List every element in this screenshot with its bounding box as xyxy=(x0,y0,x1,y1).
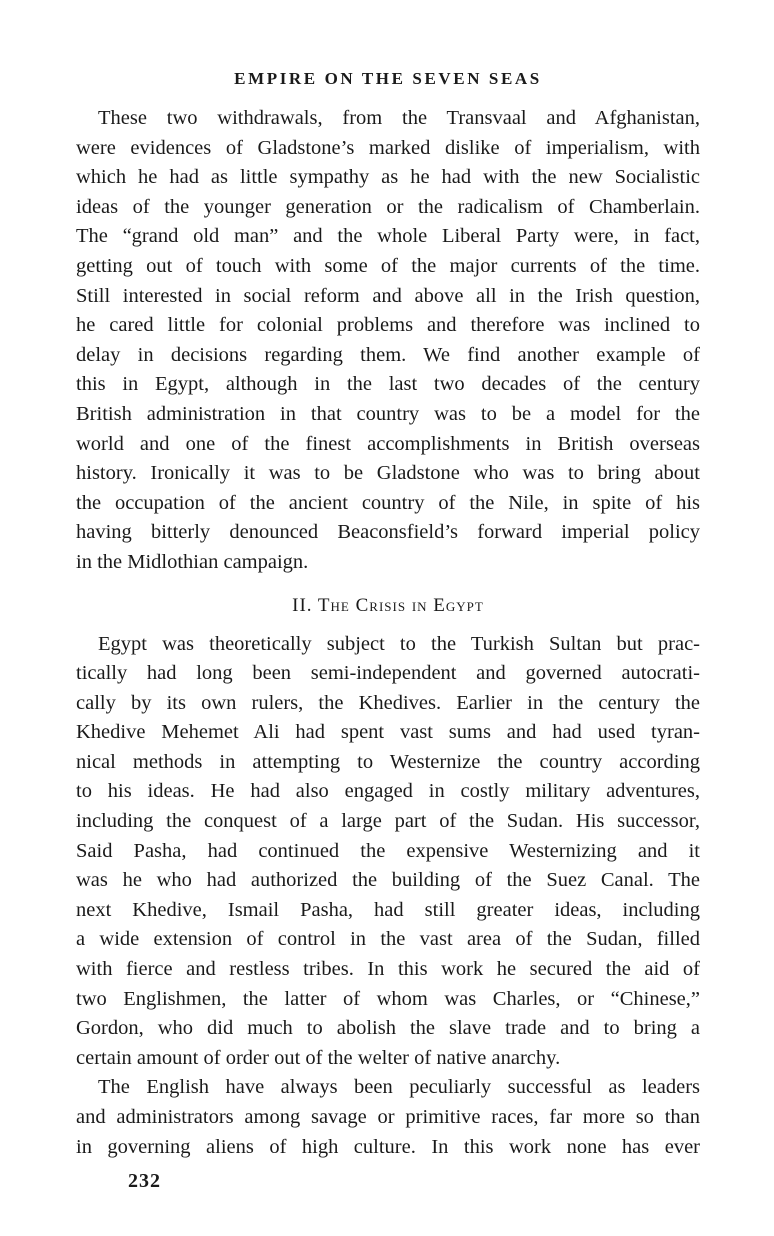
text-line: with fierce and restless tribes. In this work he secured the aid of xyxy=(76,958,700,981)
text-line: certain amount of order out of the welter of native anarchy. xyxy=(76,1046,561,1069)
text-line: The English have always been peculiarly successful as leaders xyxy=(98,1076,700,1099)
text-line: These two withdrawals, from the Transvaal and Afghanistan, xyxy=(98,107,700,129)
text-line: Gordon, who did much to abolish the slave trade and to bring a xyxy=(76,1017,700,1040)
text-line: getting out of touch with some of the major currents of the time. xyxy=(76,254,700,277)
text-line: a wide extension of control in the vast area of the Sudan, filled xyxy=(76,928,700,951)
text-line: history. Ironically it was to be Gladstone who was to bring about xyxy=(76,462,700,485)
text-line: nical methods in attempting to Westernize the country according xyxy=(76,750,700,773)
text-line: which he had as little sympathy as he had with the new Socialistic xyxy=(76,166,700,189)
text-line: this in Egypt, although in the last two decades of the century xyxy=(76,373,700,396)
text-line: in governing aliens of high culture. In this work none has ever xyxy=(76,1135,700,1158)
text-line: in the Midlothian campaign. xyxy=(76,550,309,573)
page-body xyxy=(76,66,700,1162)
text-line: ideas of the younger generation or the radicalism of Chamberlain. xyxy=(76,195,700,218)
running-head: EMPIRE ON THE SEVEN SEAS xyxy=(234,69,542,88)
text-line: were evidences of Gladstone’s marked dislike of imperialism, with xyxy=(76,136,700,159)
text-line: the occupation of the ancient country of the Nile, in spite of his xyxy=(76,491,700,514)
section-heading: II. The Crisis in Egypt xyxy=(292,594,484,616)
text-line: Khedive Mehemet Ali had spent vast sums and had used tyran- xyxy=(76,721,700,744)
paragraph-1 xyxy=(76,104,700,578)
text-line: and administrators among savage or primitive races, far more so than xyxy=(76,1106,700,1128)
text-line: was he who had authorized the building of the Suez Canal. The xyxy=(76,869,700,892)
text-line: to his ideas. He had also engaged in costly military adventures, xyxy=(76,780,700,803)
text-line: Still interested in social reform and above all in the Irish question, xyxy=(76,284,700,307)
page-number: 232 xyxy=(128,1170,161,1192)
text-line: tically had long been semi-independent and governed autocrati- xyxy=(76,662,700,685)
text-line: including the conquest of a large part of the Sudan. His successor, xyxy=(76,810,700,833)
paragraph-2 xyxy=(76,630,700,1074)
text-line: world and one of the finest accomplishments in British overseas xyxy=(76,432,700,455)
text-line: having bitterly denounced Beaconsfield’s forward imperial policy xyxy=(76,521,700,544)
paragraph-3 xyxy=(76,1073,700,1162)
text-line: Egypt was theoretically subject to the Turkish Sultan but prac- xyxy=(98,632,700,655)
text-line: next Khedive, Ismail Pasha, had still greater ideas, including xyxy=(76,898,700,921)
text-line: cally by its own rulers, the Khedives. Earlier in the century the xyxy=(76,691,700,714)
text-line: The “grand old man” and the whole Liberal Party were, in fact, xyxy=(76,225,700,248)
text-line: Said Pasha, had continued the expensive Westernizing and it xyxy=(76,839,700,862)
text-line: delay in decisions regarding them. We find another example of xyxy=(76,343,700,366)
text-line: British administration in that country was to be a model for the xyxy=(76,402,700,425)
text-line: he cared little for colonial problems and therefore was inclined to xyxy=(76,314,700,337)
text-line: two Englishmen, the latter of whom was Charles, or “Chinese,” xyxy=(76,987,700,1010)
